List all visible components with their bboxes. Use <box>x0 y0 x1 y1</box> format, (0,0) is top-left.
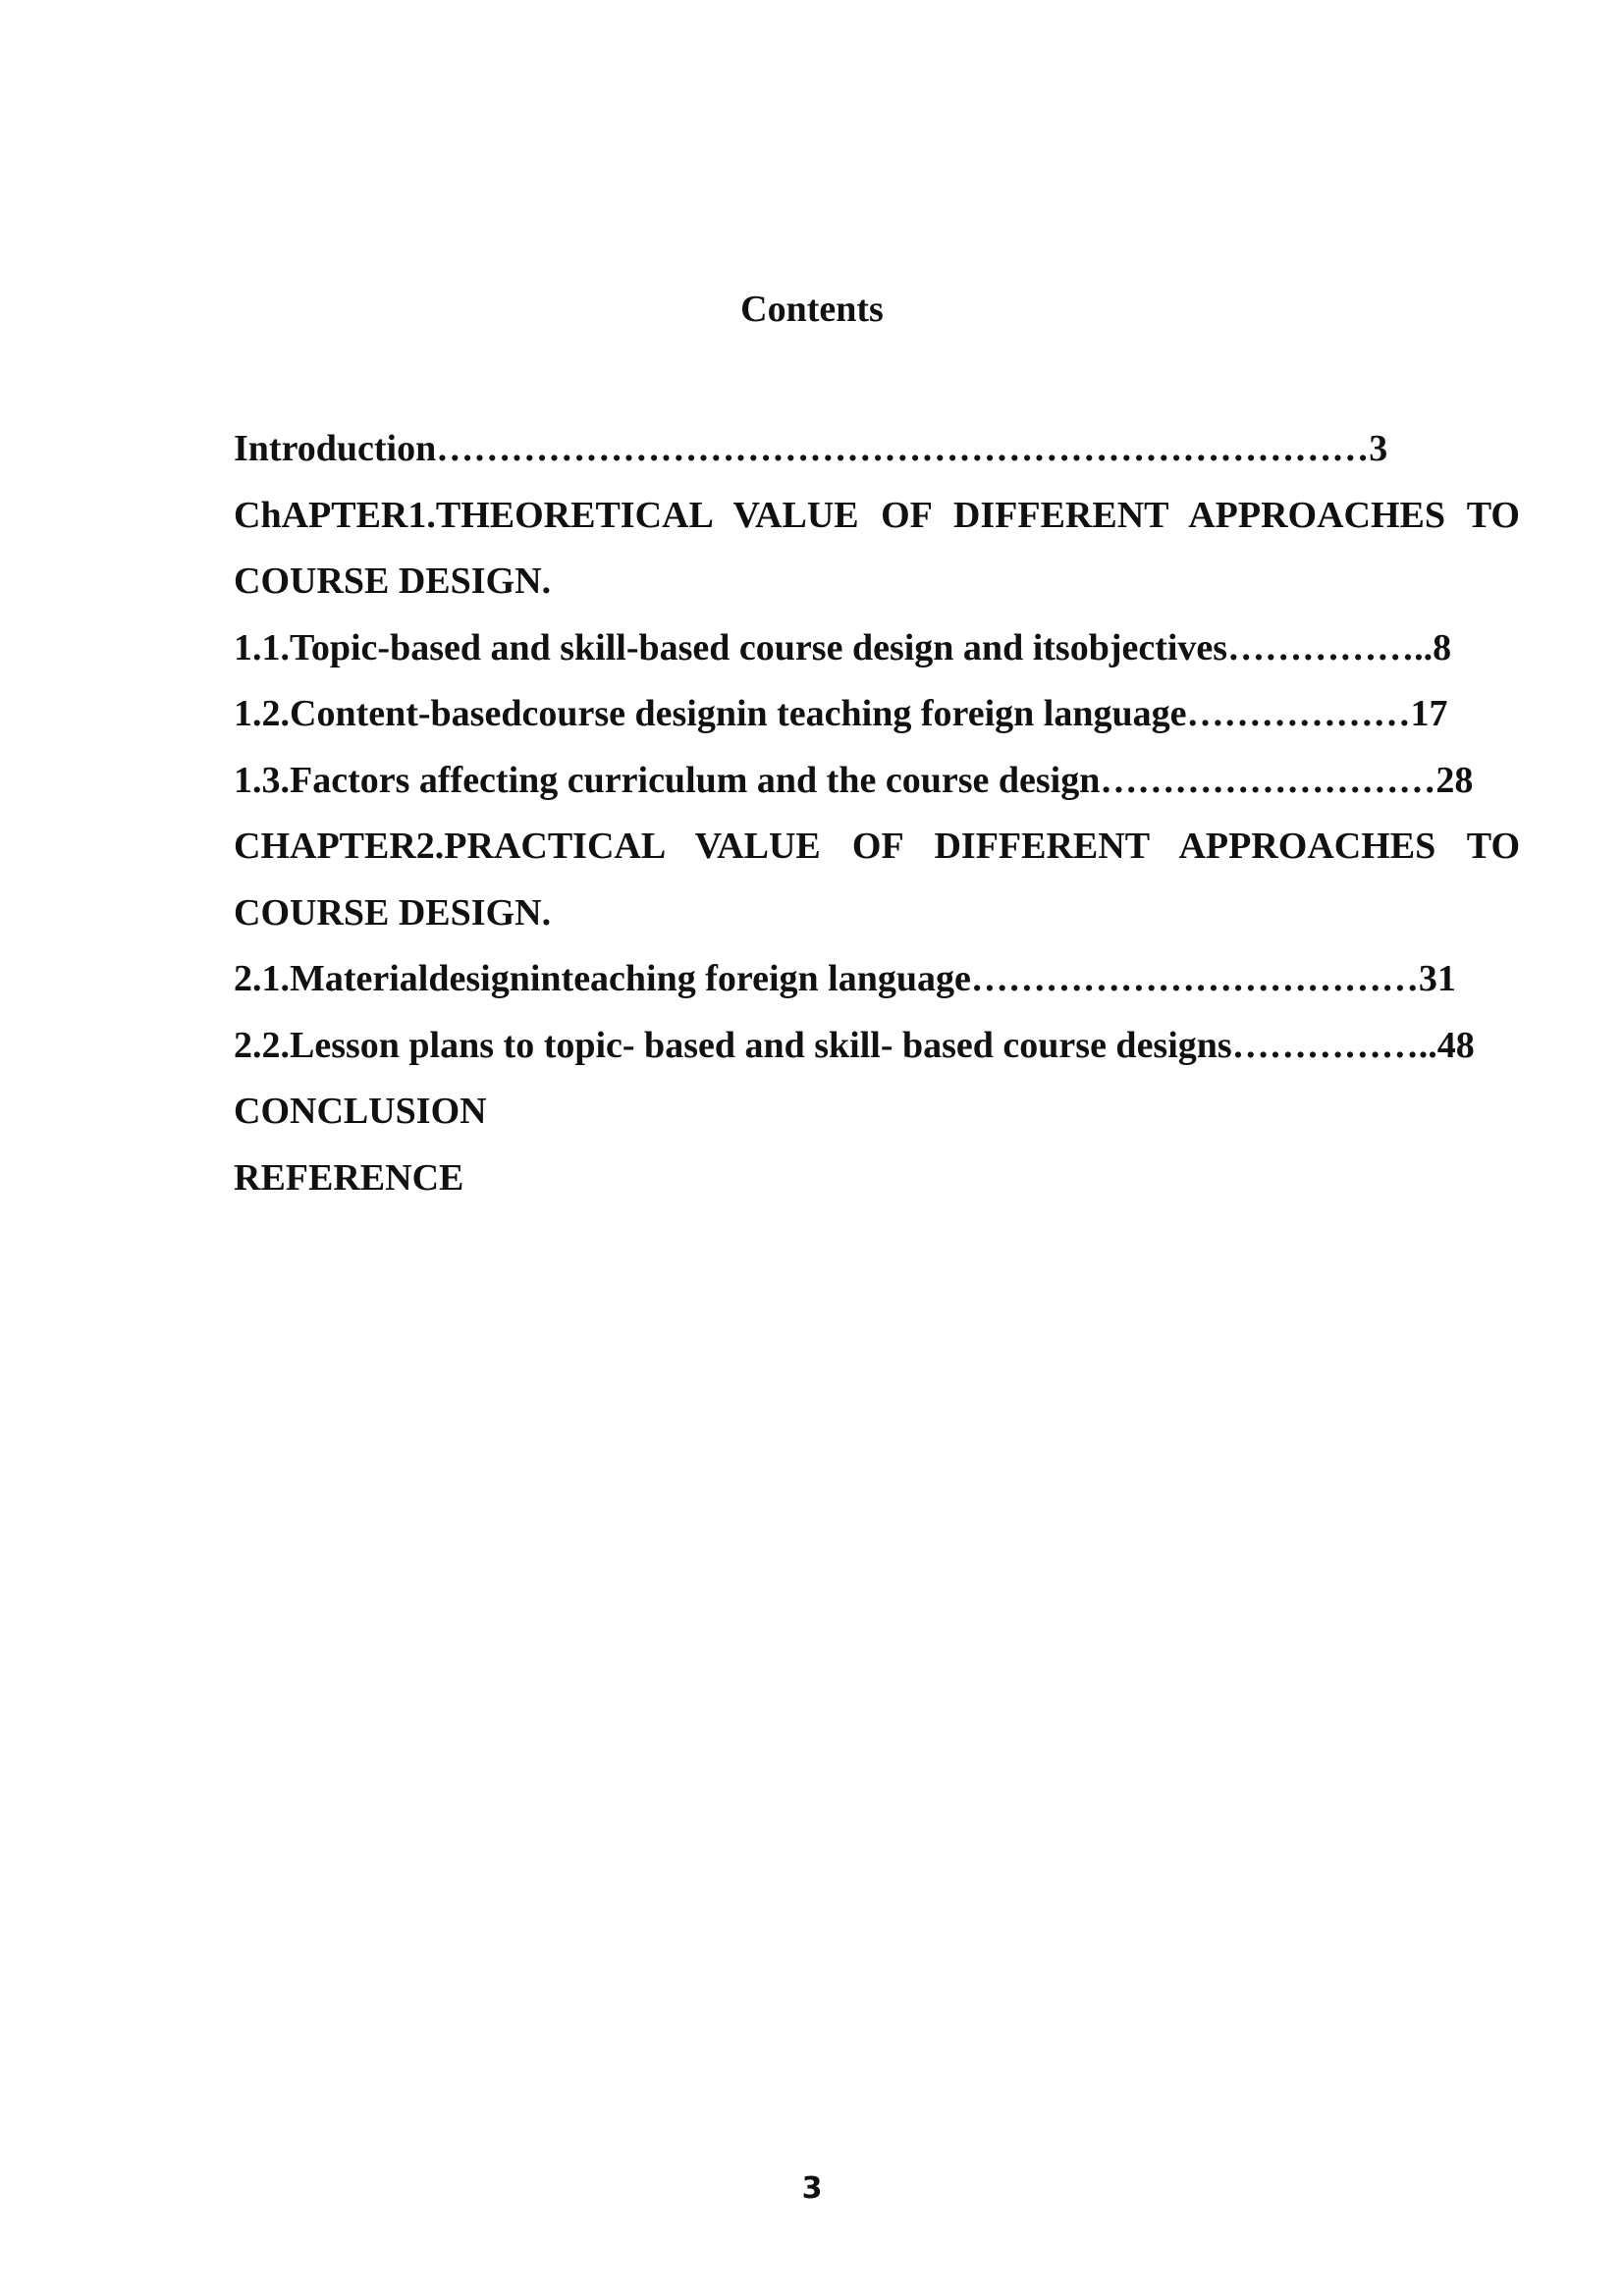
toc-entry-2-1: 2.1.Materialdesigninteaching foreign language………………………………31 <box>234 958 1456 999</box>
page-number: 3 <box>801 2171 823 2206</box>
toc-entry-conclusion: CONCLUSION <box>234 1091 487 1132</box>
toc-entry-chapter-1-continued: COURSE DESIGN. <box>234 561 552 602</box>
toc-entry-1-2: 1.2.Content-basedcourse designin teaching foreign language………………17 <box>234 693 1448 734</box>
toc-entry-1-3: 1.3.Factors affecting curriculum and the course design………………………28 <box>234 759 1474 801</box>
toc-entry-1-1: 1.1.Topic-based and skill-based course design and itsobjectives……………..8 <box>234 626 1452 668</box>
toc-entry-chapter-2-continued: COURSE DESIGN. <box>234 891 552 934</box>
table-of-contents <box>234 416 1520 1211</box>
toc-entry-2-2: 2.2.Lesson plans to topic- based and skill- based course designs……………..48 <box>234 1024 1475 1066</box>
toc-entry-chapter-1: ChAPTER1.THEORETICAL VALUE OF DIFFERENT APPROACHES TO <box>234 494 1520 536</box>
toc-entry-reference: REFERENCE <box>234 1156 464 1199</box>
toc-entry-introduction: Introduction…………………………………………………………………3 <box>234 428 1388 469</box>
toc-entry-chapter-2: CHAPTER2.PRACTICAL VALUE OF DIFFERENT APPROACHES TO <box>234 826 1520 867</box>
contents-title: Contents <box>740 289 884 330</box>
